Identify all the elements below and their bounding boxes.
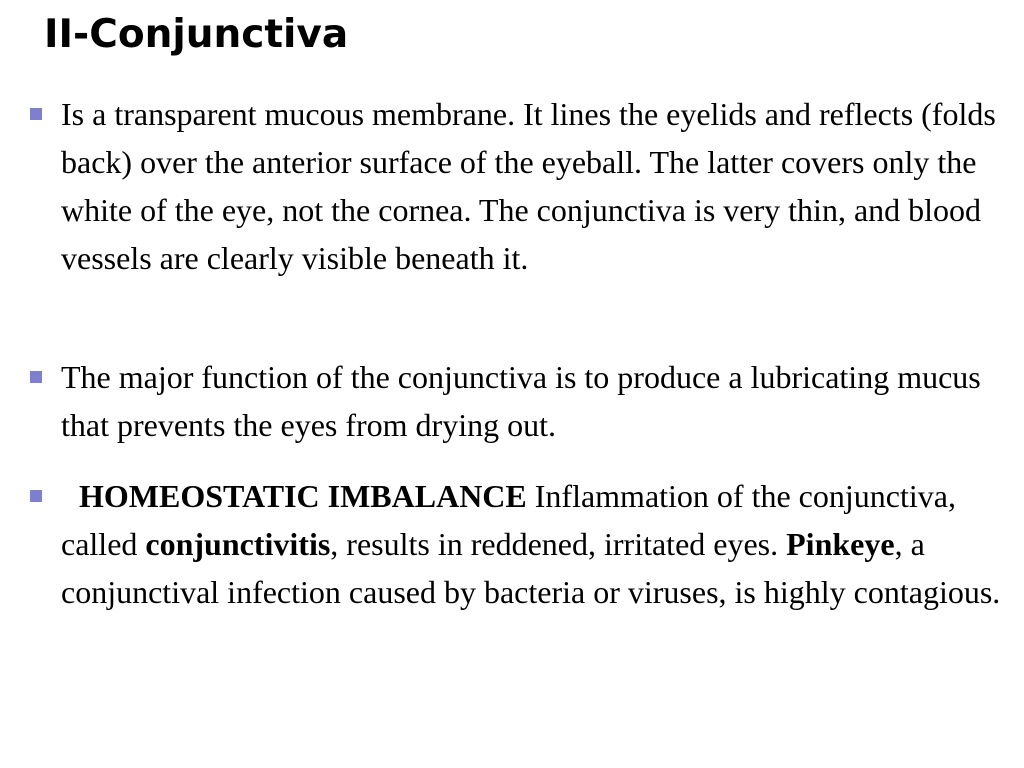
bullet-item <box>30 353 1014 449</box>
bullet-text <box>61 472 1014 616</box>
bullet-item <box>30 472 1014 616</box>
square-bullet-icon <box>30 490 42 502</box>
square-bullet-icon <box>30 108 42 120</box>
term-conjunctivitis: conjunctivitis <box>145 526 331 562</box>
bullet-text-segment: , results in reddened, irritated eyes. <box>330 526 787 562</box>
square-bullet-icon <box>30 371 42 383</box>
bullet-item <box>30 90 1014 282</box>
bullet-text-segment: , a conjunctival infection caused by bacteria or viruses, is highly contagious. <box>61 526 1001 610</box>
slide-title: II-Conjunctiva <box>44 12 349 57</box>
bullet-text-segment: Inflammation of the conjunctiva, called <box>61 478 956 562</box>
homeostatic-imbalance-heading: HOMEOSTATIC IMBALANCE <box>79 478 527 514</box>
bullet-text: The major function of the conjunctiva is to produce a lubricating mucus that prevents the eyes from drying out. <box>61 359 981 443</box>
bullet-text: Is a transparent mucous membrane. It lines the eyelids and reflects (folds back) over the anterior surface of the eyeball. The latter covers only the white of the eye, not the cornea. The conjunctiva is very thin, and blood vessels are clearly visible beneath it. <box>61 96 996 276</box>
term-pinkeye: Pinkeye <box>786 526 895 562</box>
